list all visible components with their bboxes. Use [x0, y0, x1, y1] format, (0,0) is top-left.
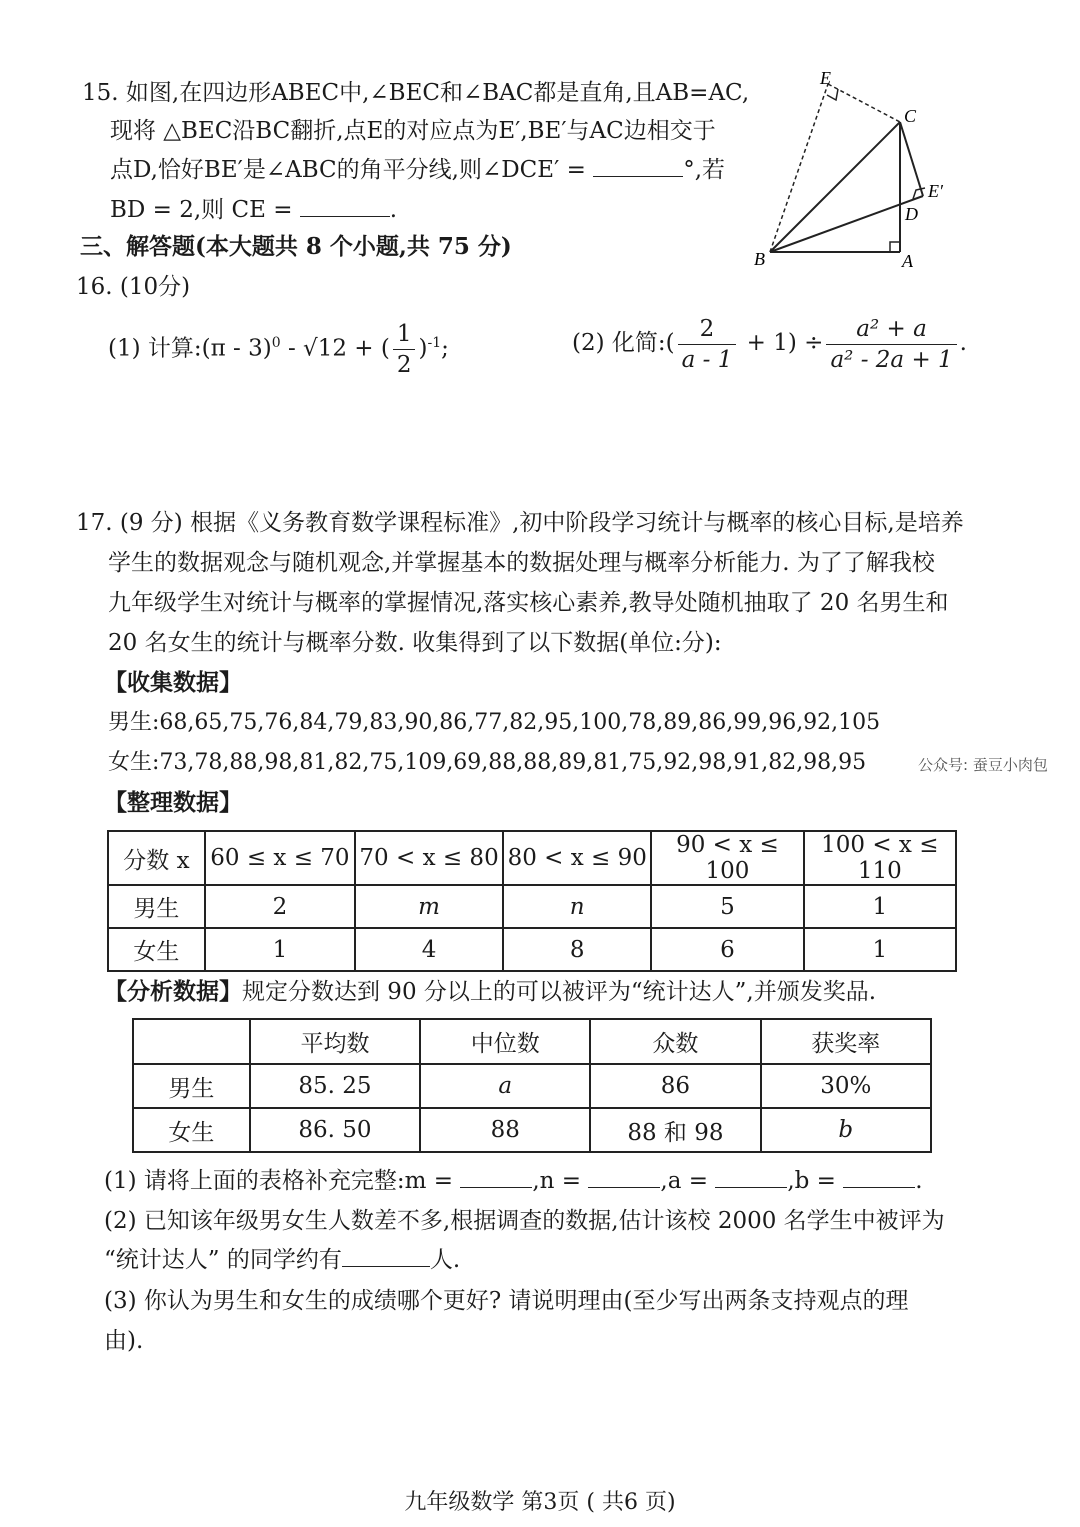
table-cell: 女生 — [108, 928, 205, 971]
fraction-one-half — [393, 319, 416, 380]
table-header-cell: 获奖率 — [761, 1019, 931, 1064]
sub1-a-label: ,a = — [660, 1168, 708, 1194]
q17-sub1 — [104, 1166, 923, 1196]
sub2-text: “统计达人” 的同学约有 — [104, 1247, 342, 1273]
q17-sub2-line2 — [104, 1245, 460, 1275]
table-cell: 85. 25 — [250, 1064, 420, 1108]
analyze-data-heading: 【分析数据】 — [104, 978, 242, 1005]
table-header-cell: 80 < x ≤ 90 — [503, 831, 651, 885]
fraction-numerator: a² + a — [826, 314, 956, 345]
table-cell: a — [420, 1064, 590, 1108]
edge-ce-prime — [900, 122, 923, 196]
collect-data-heading: 【收集数据】 — [104, 669, 242, 696]
table-cell: 6 — [651, 928, 803, 971]
q16-p2-prefix: (2) 化简:( — [572, 330, 675, 356]
table-header-row — [108, 831, 956, 885]
table-cell: 86. 50 — [250, 1108, 420, 1152]
label-e: E — [820, 70, 831, 88]
q16-p2-mid: + 1) ÷ — [739, 330, 824, 356]
q16-title: 16. (10分) — [76, 274, 191, 300]
table-header-cell: 众数 — [590, 1019, 760, 1064]
girls-scores: 女生:73,78,88,98,81,82,75,109,69,88,88,89,81,75,92,98,91,82,98,95 — [108, 750, 867, 775]
table-cell: 5 — [651, 885, 803, 928]
section-heading: 三、解答题(本大题共 8 个小题,共 75 分) — [80, 233, 512, 260]
table-header-cell: 100 < x ≤ 110 — [804, 831, 956, 885]
table-header-cell: 中位数 — [420, 1019, 590, 1064]
q16-p1-exp0: 0 — [271, 335, 281, 351]
answer-blank-ce[interactable] — [300, 198, 390, 217]
boys-scores: 男生:68,65,75,76,84,79,83,90,86,77,82,95,100,78,89,86,99,96,92,105 — [108, 710, 881, 735]
table-cell: m — [355, 885, 503, 928]
table-header-row — [133, 1019, 931, 1064]
geometry-figure — [740, 70, 970, 280]
q15-line3 — [110, 155, 725, 185]
analyze-text: 规定分数达到 90 分以上的可以被评为“统计达人”,并颁发奖品. — [242, 979, 877, 1005]
table-cell: 4 — [355, 928, 503, 971]
q16-p1-end: ; — [441, 335, 449, 362]
q16-p1-exp: -1 — [427, 335, 442, 351]
analyze-line — [104, 977, 876, 1007]
q15-line4-end: . — [389, 197, 398, 223]
table-row — [133, 1108, 931, 1152]
table-header-cell — [133, 1019, 250, 1064]
table-cell: 1 — [804, 928, 956, 971]
sub2-end: 人. — [429, 1247, 461, 1273]
answer-blank-a[interactable] — [715, 1169, 787, 1188]
fraction-numerator: 1 — [393, 319, 416, 350]
q16-part1 — [108, 313, 449, 380]
answer-blank-b[interactable] — [843, 1169, 915, 1188]
watermark: 公众号: 蚕豆小肉包 — [918, 756, 1048, 774]
table-cell: 8 — [503, 928, 651, 971]
table-header-cell: 平均数 — [250, 1019, 420, 1064]
table-cell: 88 — [420, 1108, 590, 1152]
q17-sub3-line2: 由). — [104, 1328, 144, 1354]
table-header-cell: 分数 x — [108, 831, 205, 885]
edge-ec — [828, 84, 900, 122]
q17-line1: 17. (9 分) 根据《义务教育数学课程标准》,初中阶段学习统计与概率的核心目标,是培养 — [76, 510, 964, 536]
fraction-rational — [826, 314, 956, 375]
page-footer: 九年级数学 第3页 ( 共6 页) — [404, 1490, 676, 1515]
table-cell: 88 和 98 — [590, 1108, 760, 1152]
q17-line3: 九年级学生对统计与概率的掌握情况,落实核心素养,教导处随机抽取了 20 名男生和 — [108, 590, 949, 616]
table-cell: 2 — [205, 885, 355, 928]
table-header-cell: 70 < x ≤ 80 — [355, 831, 503, 885]
table-row — [108, 928, 956, 971]
q16-part2 — [572, 313, 967, 375]
q16-p1-suffix: ) — [418, 335, 428, 362]
table-row — [133, 1064, 931, 1108]
answer-blank-angle[interactable] — [593, 158, 683, 177]
edge-bc — [770, 122, 900, 252]
answer-blank-count[interactable] — [342, 1248, 430, 1267]
fraction-denominator: a - 1 — [681, 346, 733, 373]
label-d: D — [905, 204, 918, 224]
q16-p1-prefix: (1) 计算:(π - 3) — [108, 335, 272, 362]
q15-line3-end: °,若 — [683, 157, 725, 183]
table-cell: b — [761, 1108, 931, 1152]
table-cell: 男生 — [133, 1064, 250, 1108]
q15-line4 — [110, 195, 397, 225]
fraction-2-over-a-1 — [678, 314, 737, 375]
table-cell: 男生 — [108, 885, 205, 928]
q17-sub3-line1: (3) 你认为男生和女生的成绩哪个更好? 请说明理由(至少写出两条支持观点的理 — [104, 1288, 909, 1314]
q15-line3-text: 点D,恰好BE′是∠ABC的角平分线,则∠DCE′ = — [110, 157, 586, 183]
statistics-table — [132, 1018, 932, 1153]
sub1-b-label: ,b = — [787, 1168, 836, 1194]
label-a: A — [902, 251, 913, 271]
sub1-prefix: (1) 请将上面的表格补充完整:m = — [104, 1168, 454, 1194]
fraction-denominator: a² - 2a + 1 — [830, 346, 953, 373]
table-cell: 1 — [804, 885, 956, 928]
label-c: C — [904, 106, 917, 126]
label-e-prime: E′ — [928, 181, 943, 201]
q17-sub2-line1: (2) 已知该年级男女生人数差不多,根据调查的数据,估计该校 2000 名学生中被评为 — [104, 1208, 945, 1234]
table-cell: 女生 — [133, 1108, 250, 1152]
table-cell: n — [503, 885, 651, 928]
q17-line2: 学生的数据观念与随机观念,并掌握基本的数据处理与概率分析能力. 为了了解我校 — [108, 550, 935, 576]
table-row — [108, 885, 956, 928]
answer-blank-n[interactable] — [588, 1169, 660, 1188]
right-angle-a-mark — [890, 242, 900, 252]
organize-data-heading: 【整理数据】 — [104, 789, 242, 816]
fraction-numerator: 2 — [678, 314, 737, 345]
q15-line4-text: BD = 2,则 CE = — [110, 197, 293, 223]
table-header-cell: 60 ≤ x ≤ 70 — [205, 831, 355, 885]
sub1-end: . — [915, 1168, 923, 1194]
q15-line2: 现将 △BEC沿BC翻折,点E的对应点为E′,BE′与AC边相交于 — [110, 118, 716, 144]
table-cell: 86 — [590, 1064, 760, 1108]
sub1-n-label: ,n = — [532, 1168, 582, 1194]
frequency-table — [107, 830, 957, 972]
table-cell: 30% — [761, 1064, 931, 1108]
edge-be — [770, 84, 828, 252]
q17-line4: 20 名女生的统计与概率分数. 收集得到了以下数据(单位:分): — [108, 630, 722, 656]
q16-p2-end: . — [959, 330, 967, 356]
table-header-cell: 90 < x ≤ 100 — [651, 831, 803, 885]
table-cell: 1 — [205, 928, 355, 971]
q16-p1-mid: - √12 + ( — [280, 335, 390, 362]
right-angle-e-mark — [827, 89, 838, 100]
answer-blank-m[interactable] — [460, 1169, 532, 1188]
q15-line1: 15. 如图,在四边形ABEC中,∠BEC和∠BAC都是直角,且AB=AC, — [82, 80, 750, 106]
fraction-denominator: 2 — [396, 352, 412, 379]
label-b: B — [754, 249, 765, 269]
